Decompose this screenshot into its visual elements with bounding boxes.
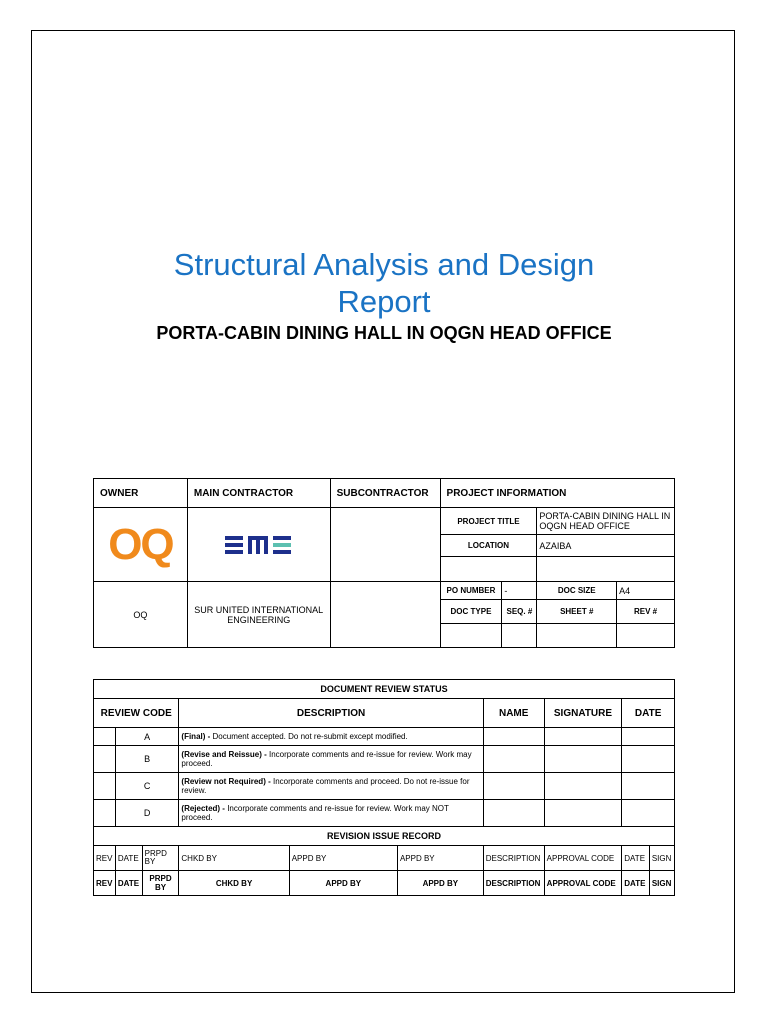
project-subtitle: PORTA-CABIN DINING HALL IN OQGN HEAD OFFICE	[156, 323, 612, 343]
doc-size-value: A4	[617, 582, 675, 600]
date2-cell: DATE	[622, 846, 650, 871]
page-title	[0, 246, 768, 320]
review-code-a: A	[115, 728, 179, 746]
oq-logo: OQ	[94, 508, 188, 582]
prpd-header: PRPD BY	[142, 871, 179, 896]
main-contractor-header: MAIN CONTRACTOR	[187, 479, 330, 508]
date-header: DATE	[622, 699, 675, 728]
rev-header: REV	[94, 871, 116, 896]
document-review-table	[93, 679, 675, 896]
rev-cell: REV	[94, 846, 116, 871]
appd-cell-2: APPD BY	[397, 846, 483, 871]
title-line-2: Report	[337, 284, 431, 319]
rev-label: REV #	[617, 600, 675, 624]
chkd-header: CHKD BY	[179, 871, 289, 896]
doc-type-label: DOC TYPE	[440, 600, 502, 624]
sme-logo-cell	[187, 508, 330, 582]
review-desc-d: (Rejected) - Incorporate comments and re-issue for review. Work may NOT proceed.	[179, 800, 483, 827]
location-value: AZAIBA	[537, 535, 675, 557]
date-cell: DATE	[115, 846, 142, 871]
po-number-value: -	[502, 582, 537, 600]
sheet-label: SHEET #	[537, 600, 617, 624]
sme-logo	[221, 530, 297, 560]
sign-cell: SIGN	[649, 846, 674, 871]
subcontractor-name	[330, 582, 440, 648]
project-info-table	[93, 478, 675, 648]
review-code-d: D	[115, 800, 179, 827]
location-label: LOCATION	[440, 535, 537, 557]
description-header: DESCRIPTION	[179, 699, 483, 728]
main-contractor-name: SUR UNITED INTERNATIONAL ENGINEERING	[187, 582, 330, 648]
owner-header: OWNER	[94, 479, 188, 508]
subcontractor-header: SUBCONTRACTOR	[330, 479, 440, 508]
date2-header: DATE	[622, 871, 650, 896]
prpd-cell: PRPD BY	[142, 846, 179, 871]
review-code-header: REVIEW CODE	[94, 699, 179, 728]
approval-code-header: APPROVAL CODE	[544, 871, 622, 896]
review-code-c: C	[115, 773, 179, 800]
review-desc-b: (Revise and Reissue) - Incorporate comments and re-issue for review. Work may proceed.	[179, 746, 483, 773]
revision-issue-heading: REVISION ISSUE RECORD	[94, 827, 675, 846]
review-code-b: B	[115, 746, 179, 773]
project-title-label: PROJECT TITLE	[440, 508, 537, 535]
signature-header: SIGNATURE	[544, 699, 622, 728]
po-number-label: PO NUMBER	[440, 582, 502, 600]
review-status-heading: DOCUMENT REVIEW STATUS	[94, 680, 675, 699]
project-title-value: PORTA-CABIN DINING HALL IN OQGN HEAD OFFICE	[537, 508, 675, 535]
title-line-1: Structural Analysis and Design	[173, 247, 595, 282]
project-information-header: PROJECT INFORMATION	[440, 479, 674, 508]
review-desc-a: (Final) - Document accepted. Do not re-submit except modified.	[179, 728, 483, 746]
chkd-cell: CHKD BY	[179, 846, 289, 871]
approval-code-cell: APPROVAL CODE	[544, 846, 622, 871]
subcontractor-logo-cell	[330, 508, 440, 582]
doc-size-label: DOC SIZE	[537, 582, 617, 600]
appd-cell-1: APPD BY	[289, 846, 397, 871]
review-desc-c: (Review not Required) - Incorporate comments and proceed. Do not re-issue for review.	[179, 773, 483, 800]
seq-label: SEQ. #	[502, 600, 537, 624]
owner-name: OQ	[94, 582, 188, 648]
appd-header-2: APPD BY	[397, 871, 483, 896]
description-header-2: DESCRIPTION	[483, 871, 544, 896]
appd-header-1: APPD BY	[289, 871, 397, 896]
description-cell: DESCRIPTION	[483, 846, 544, 871]
date-header-2: DATE	[115, 871, 142, 896]
sign-header: SIGN	[649, 871, 674, 896]
name-header: NAME	[483, 699, 544, 728]
